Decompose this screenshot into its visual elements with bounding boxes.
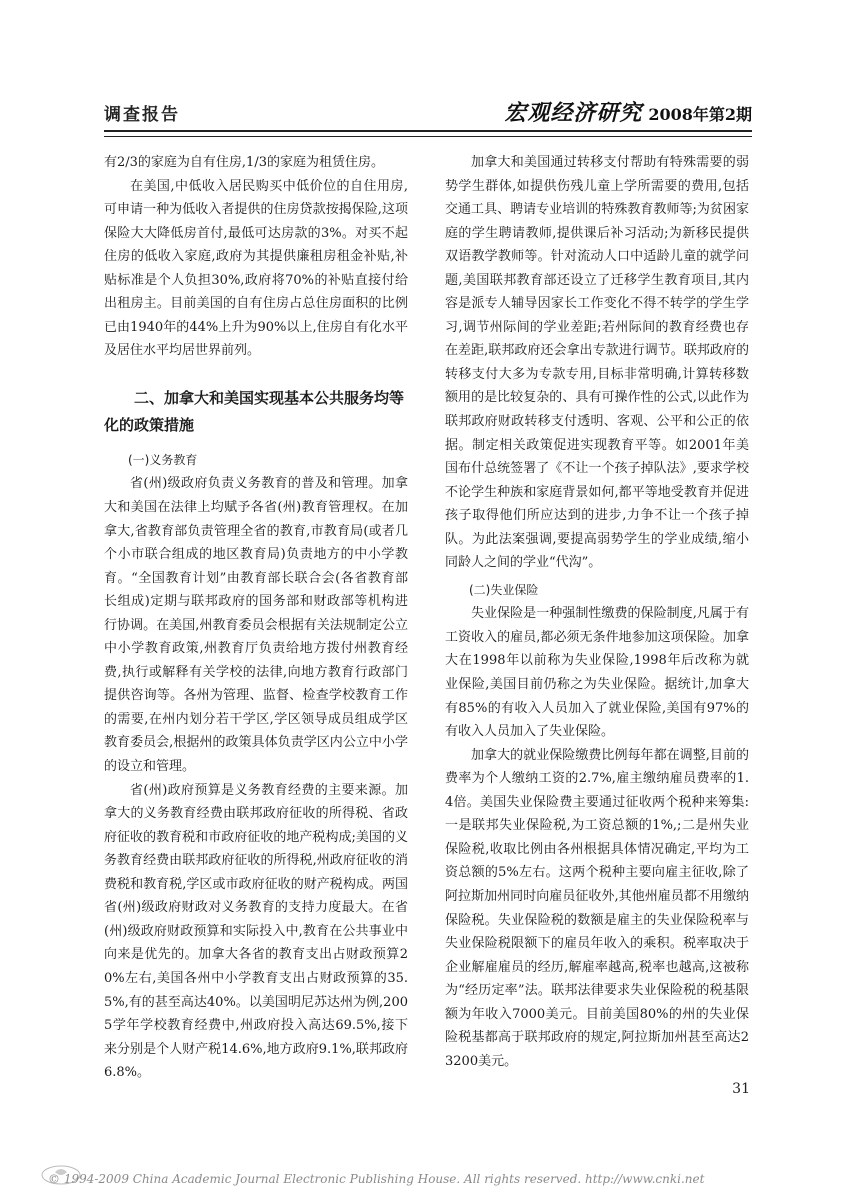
section-label: 调查报告	[104, 105, 180, 125]
issue-label: 2008年第2期	[648, 105, 752, 124]
paragraph: 加拿大的就业保险缴费比例每年都在调整,目前的费率为个人缴纳工资的2.7%,雇主缴纳雇员费率的1.4倍。美国失业保险费主要通过征收两个税种来筹集:一是联邦失业保险税,为工资总额的1%,;二是州失业保险税,收取比例由各州根据具体情况确定,平均为工资总额的5%左右。这两个税种主要向雇主征收,除了阿拉斯加州同时向雇员征收外,其他州雇员都不用缴纳保险税。失业保险税的数额是雇主的失业保险税率与失业保险税限额下的雇员年收入的乘积。税率取决于企业解雇雇员的经历,解雇率越高,税率也越高,这被称为“经历定率”法。联邦法律要求失业保险税的税基限额为年收入7000美元。目前美国80%的州的失业保险税基都高于联邦政府的规定,阿拉斯加州甚至高达23200美元。	[445, 747, 749, 1069]
paragraph: 有2/3的家庭为自有住房,1/3的家庭为租赁住房。	[104, 155, 384, 170]
sub-heading: (二)失业保险	[469, 582, 539, 597]
paragraph: 加拿大和美国通过转移支付帮助有特殊需要的弱势学生群体,如提供伤残儿童上学所需要的费用,包括交通工具、聘请专业培训的特殊教育教师等;为贫困家庭的学生聘请教师,提供课后补习活动;为新移民提供双语教学教师等。针对流动人口中适龄儿童的就学问题,美国联邦教育部还设立了迁移学生教育项目,其内容是派专人辅导因家长工作变化不得不转学的学生学习,调节州际间的学业差距;若州际间的教育经费也存在差距,联邦政府还会拿出专款进行调节。联邦政府的转移支付大多为专款专用,目标非常明确,计算转移数额用的是比较复杂的、具有可操作性的公式,以此作为联邦政府财政转移支付透明、客观、公平和公正的依据。制定相关政策促进实现教育平等。如2001年美国布什总统签署了《不让一个孩子掉队法》,要求学校不论学生种族和家庭背景如何,都平等地受教育并促进孩子取得他们所应达到的进步,力争不让一个孩子掉队。为此法案强调,要提高弱势学生的学业成绩,缩小同龄人之间的学业“代沟”。	[445, 155, 749, 571]
footer-copyright: © 1994-2009 China Academic Journal Electronic Publishing House. All rights reserved. http://www.cnki.net	[48, 1172, 705, 1186]
left-column	[104, 151, 408, 1085]
section-heading: 二、加拿大和美国实现基本公共服务均等化的政策措施	[104, 388, 405, 434]
right-column	[445, 151, 749, 1073]
sub-heading: (一)义务教育	[128, 452, 198, 467]
paragraph: 省(州)政府预算是义务教育经费的主要来源。加拿大的义务教育经费由联邦政府征收的所得税、省政府征收的教育税和市政府征收的地产税构成;美国的义务教育经费由联邦政府征收的所得税,州政府征收的消费税和教育税,学区或市政府征收的财产税构成。两国省(州)级政府财政对义务教育的支持力度最大。在省(州)级政府财政预算和实际投入中,教育在公共事业中向来是优先的。加拿大各省的教育支出占财政预算20%左右,美国各州中小学教育支出占财政预算的35.5%,有的甚至高达40%。以美国明尼苏达州为例,2005学年学校教育经费中,州政府投入高达69.5%,接下来分别是个人财产税14.6%,地方政府9.1%,联邦政府6.8%。	[104, 782, 408, 1081]
journal-header	[504, 96, 752, 127]
paragraph: 在美国,中低收入居民购买中低价位的自住用房,可申请一种为低收入者提供的住房贷款按揭保险,这项保险大大降低房首付,最低可达房款的3%。对买不起住房的低收入家庭,政府为其提供廉租房租金补贴,补贴标准是个人负担30%,政府将70%的补贴直接付给出租房主。目前美国的自有住房占总住房面积的比例已由1940年的44%上升为90%以上,住房自有化水平及居住水平均居世界前列。	[104, 178, 408, 359]
journal-name: 宏观经济研究	[504, 100, 643, 126]
paragraph: 失业保险是一种强制性缴费的保险制度,凡属于有工资收入的雇员,都必须无条件地参加这项保险。加拿大在1998年以前称为失业保险,1998年后改称为就业保险,美国目前仍称之为失业保险。据统计,加拿大有85%的有收入人员加入了就业保险,美国有97%的有收入人员加入了失业保险。	[445, 606, 749, 740]
header-rule-thin	[104, 136, 752, 137]
page-number: 31	[732, 1081, 750, 1097]
paragraph: 省(州)级政府负责义务教育的普及和管理。加拿大和美国在法律上均赋予各省(州)教育管理权。在加拿大,省教育部负责管理全省的教育,市教育局(或者几个小市联合组成的地区教育局)负责地方的中小学教育。“全国教育计划”由教育部长联合会(各省教育部长组成)定期与联邦政府的国务部和财政部等机构进行协调。在美国,州教育委员会根据有关法规制定公立中小学教育政策,州教育厅负责给地方拨付州教育经费,执行或解释有关学校的法律,向地方教育行政部门提供咨询等。各州为管理、监督、检查学校教育工作的需要,在州内划分若干学区,学区领导成员组成学区教育委员会,根据州的政策具体负责学区内公立中小学的设立和管理。	[104, 476, 408, 775]
header-rule-thick	[104, 130, 752, 132]
